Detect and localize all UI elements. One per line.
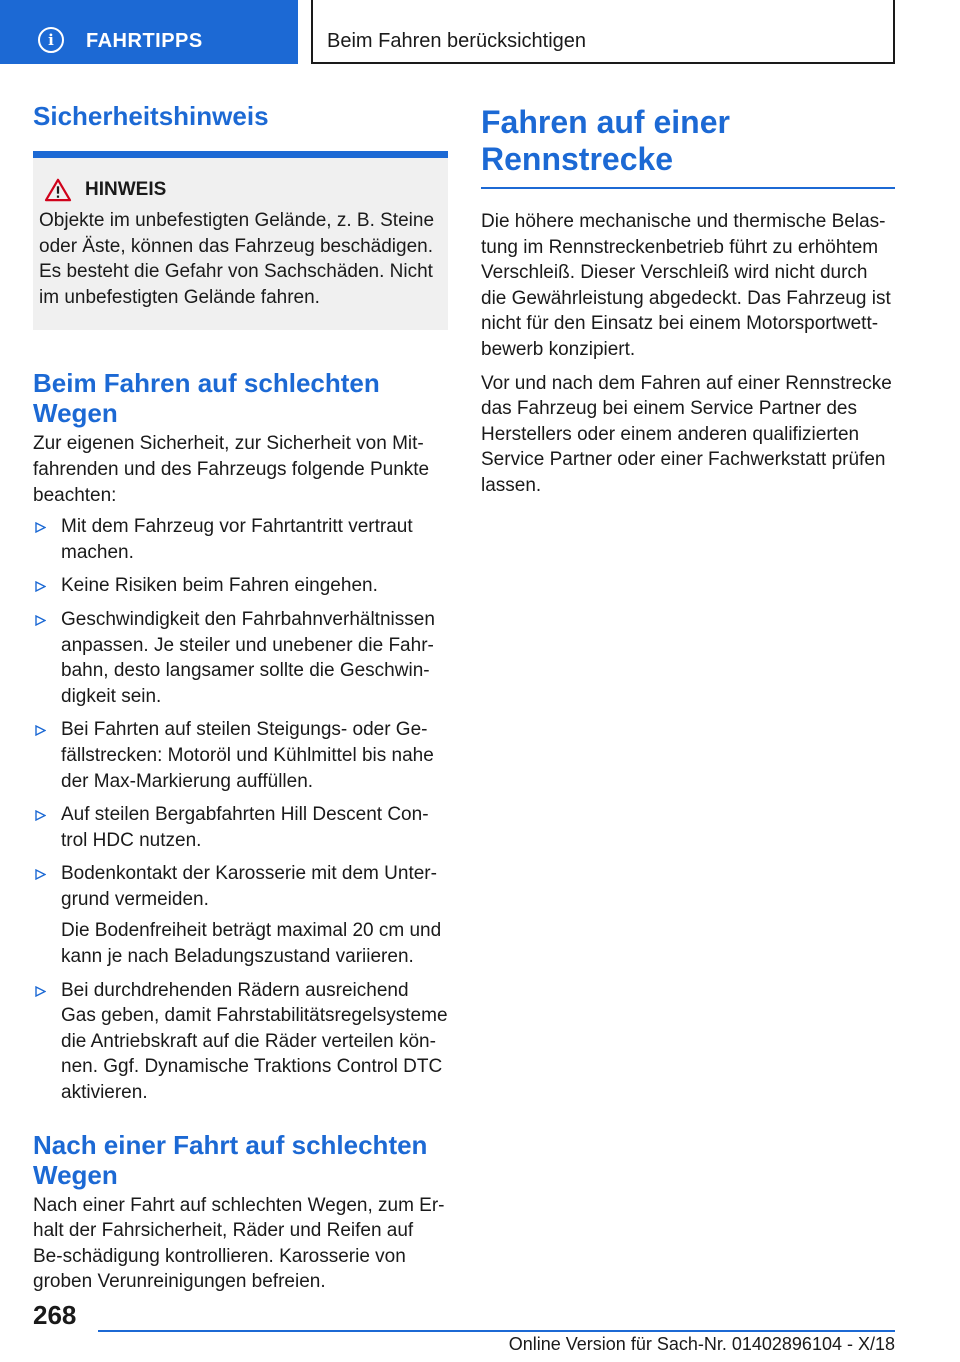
footer-rule xyxy=(98,1330,895,1332)
list-item xyxy=(33,861,448,969)
warning-triangle-icon xyxy=(43,178,73,202)
triangle-bullet-icon xyxy=(35,810,46,821)
triangle-bullet-icon xyxy=(35,869,46,880)
triangle-bullet-icon xyxy=(35,725,46,736)
list-item-text: Keine Risiken beim Fahren eingehen. xyxy=(61,575,378,597)
footer-text: Online Version für Sach-Nr. 01402896104 - X/18 xyxy=(508,1334,895,1354)
triangle-bullet-icon xyxy=(35,581,46,592)
list-item xyxy=(33,802,448,853)
list-item xyxy=(33,607,448,709)
notice-header xyxy=(39,178,438,202)
list-item-text: Geschwindigkeit den Fahrbahnverhältnissen anpassen. Je steiler und unebener die Fahr-bahn, desto langsamer sollte die Geschwin-digkeit sein. xyxy=(61,608,435,707)
racetrack-title: Fahren auf einer Rennstrecke xyxy=(481,104,730,177)
bad-roads-title: Beim Fahren auf schlechten Wegen xyxy=(33,368,380,429)
bad-roads-intro: Zur eigenen Sicherheit, zur Sicherheit von Mit-fahrenden und des Fahrzeugs folgende Punkte beachten: xyxy=(33,433,430,506)
list-item-text: Auf steilen Bergabfahrten Hill Descent Con-trol HDC nutzen. xyxy=(61,804,429,851)
list-item-text: Bei Fahrten auf steilen Steigungs- oder Ge-fällstrecken: Motoröl und Kühlmittel bis nahe der Max-Markierung auffüllen. xyxy=(61,719,434,792)
info-icon: i xyxy=(38,27,64,53)
list-item xyxy=(33,978,448,1106)
list-item-text: Bodenkontakt der Karosserie mit dem Unter-grund vermeiden. xyxy=(61,863,437,910)
right-column xyxy=(481,100,895,507)
bad-roads-list xyxy=(33,514,448,1105)
header-section-label: FAHRTIPPS xyxy=(86,30,203,52)
list-item-text: Mit dem Fahrzeug vor Fahrtantritt vertraut machen. xyxy=(61,516,413,563)
header-chapter-box xyxy=(311,0,895,64)
notice-text: Objekte im unbefestigten Gelände, z. B. Steine oder Äste, können das Fahrzeug beschädigen. Es besteht die Gefahr von Sachschäden. Nicht im unbefestigten Gelände fahren. xyxy=(39,210,435,308)
header-section-tab[interactable] xyxy=(0,0,298,64)
safety-title: Sicherheitshinweis xyxy=(33,101,269,131)
list-item xyxy=(33,514,448,565)
list-item-text: Bei durchdrehenden Rädern ausreichend Gas geben, damit Fahrstabilitätsregelsysteme die Antriebskraft auf die Räder verteilen kön-nen. Ggf. Dynamische Traktions Control DTC aktivieren. xyxy=(61,979,448,1104)
notice-heading: HINWEIS xyxy=(85,179,167,200)
triangle-bullet-icon xyxy=(35,615,46,626)
after-text: Nach einer Fahrt auf schlechten Wegen, zum Er-halt der Fahrsicherheit, Räder und Reifen auf Be-schädigung kontrollieren. Karosserie von groben Verunreinigungen befreien. xyxy=(33,1194,445,1293)
after-title: Nach einer Fahrt auf schlechten Wegen xyxy=(33,1129,428,1190)
page-number: 268 xyxy=(33,1300,77,1330)
triangle-bullet-icon xyxy=(35,522,46,533)
list-item-note: Die Bodenfreiheit beträgt maximal 20 cm und kann je nach Beladungszustand variieren. xyxy=(61,920,442,968)
triangle-bullet-icon xyxy=(35,986,46,997)
title-rule xyxy=(481,187,895,189)
list-item xyxy=(33,573,448,599)
racetrack-paragraph-1: Die höhere mechanische und thermische Belas-tung im Rennstreckenbetrieb führt zu erhöhtem Verschleiß. Dieser Verschleiß wird nicht durch die Gewährleistung abgedeckt. Das Fahrzeug ist nicht für den Einsatz bei einem Motorsportwett-bewerb konzipiert. xyxy=(481,211,891,360)
header-chapter-title: Beim Fahren berücksichtigen xyxy=(327,30,587,52)
racetrack-paragraph-2: Vor und nach dem Fahren auf einer Rennstrecke das Fahrzeug bei einem Service Partner des Herstellers oder einem anderen qualifizierten Service Partner oder einer Fachwerkstatt prüfen lassen. xyxy=(481,372,892,496)
list-item xyxy=(33,717,448,794)
notice-box xyxy=(33,151,448,330)
left-column xyxy=(33,100,448,1295)
